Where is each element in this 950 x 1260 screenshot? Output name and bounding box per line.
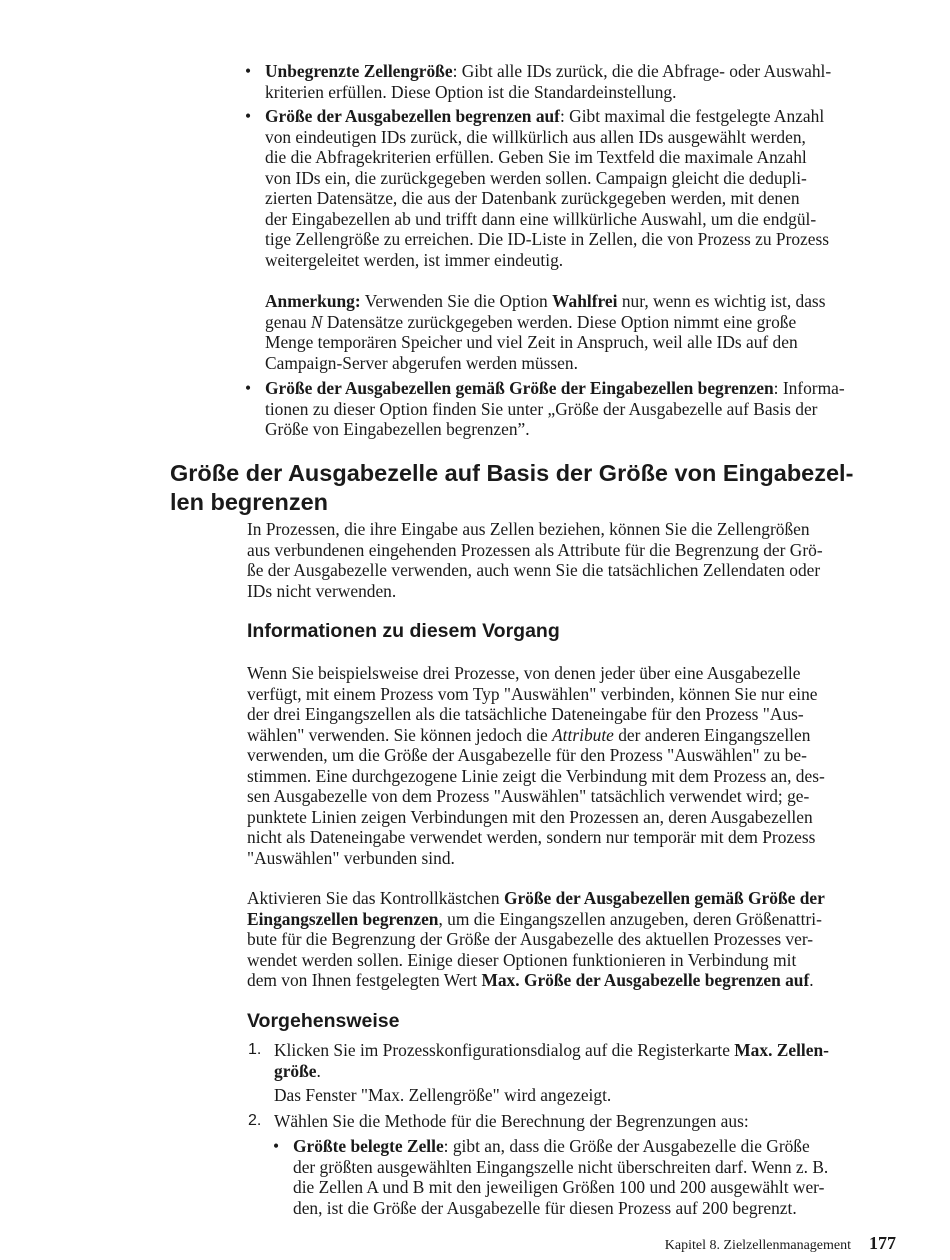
paragraph-text: Aktivieren Sie das Kontrollkästchen <box>247 888 504 908</box>
step-text: . <box>316 1060 321 1081</box>
bullet-term: Größte belegte Zelle <box>293 1136 444 1156</box>
bullet-text: zierten Datensätze, die aus der Datenbank zurückgegeben werden, mit denen <box>265 188 800 208</box>
paragraph-line: wendet werden sollen. Einige dieser Optionen funktionieren in Verbindung mit <box>247 949 797 970</box>
info-paragraph-2 <box>247 888 907 991</box>
note-text: nur, wenn es wichtig ist, dass <box>617 291 826 311</box>
step-text: Klicken Sie im Prozesskonfigurationsdialog auf die Registerkarte <box>274 1040 735 1060</box>
bullet-text: von IDs ein, die zurückgegeben werden sollen. Campaign gleicht die dedupli- <box>265 167 807 188</box>
bullet-text: der größten ausgewählten Eingangszelle nicht überschreiten darf. Wenn z. B. <box>293 1156 829 1177</box>
note-block <box>265 291 905 373</box>
paragraph-line: nicht als Dateneingabe verwendet werden, sondern nur temporär mit dem Prozess <box>247 827 816 847</box>
paragraph-line: verwenden, um die Größe der Ausgabezelle für den Prozess "Auswählen" zu be- <box>247 745 807 765</box>
note-text: Campaign-Server abgerufen werden müssen. <box>265 352 578 373</box>
step-result: Das Fenster "Max. Zellengröße" wird angezeigt. <box>274 1085 612 1105</box>
bullet-text: : Informa- <box>773 378 845 398</box>
procedure-step-2 <box>248 1111 909 1132</box>
note-label: Anmerkung: <box>265 291 361 311</box>
note-emphasis: Wahlfrei <box>552 291 618 311</box>
step-emphasis: größe <box>274 1060 317 1081</box>
bullet-term: Größe der Ausgabezellen begrenzen auf <box>265 106 560 126</box>
step-emphasis: Max. Zellen- <box>734 1040 829 1060</box>
paragraph-italic: Attribute <box>552 724 614 745</box>
paragraph-line: In Prozessen, die ihre Eingabe aus Zellen beziehen, können Sie die Zellengrößen <box>247 519 810 539</box>
note-text: genau <box>265 311 311 332</box>
paragraph-line: Wenn Sie beispielsweise drei Prozesse, von denen jeder über eine Ausgabezelle <box>247 663 801 683</box>
intro-bullet-list <box>245 61 905 270</box>
step-number: 1. <box>248 1041 262 1058</box>
page-footer <box>600 1233 896 1254</box>
paragraph-line: aus verbundenen eingehenden Prozessen als Attribute für die Begrenzung der Grö- <box>247 539 823 560</box>
paragraph-line: "Auswählen" verbunden sind. <box>247 847 455 868</box>
bullet-marker: • <box>245 106 252 126</box>
note-italic: N <box>310 311 323 332</box>
info-paragraph-1 <box>247 663 907 868</box>
bullet-text: Größe von Eingabezellen begrenzen”. <box>265 419 530 439</box>
bullet-marker: • <box>273 1136 280 1156</box>
bullet-term: Größe der Ausgabezellen gemäß Größe der Eingabezellen begrenzen <box>265 378 774 398</box>
bullet-text: die Zellen A und B mit den jeweiligen Größen 100 und 200 ausgewählt wer- <box>293 1177 825 1197</box>
bullet-limit-by-input <box>245 378 905 440</box>
bullet-text: die die Abfragekriterien erfüllen. Geben Sie im Textfeld die maximale Anzahl <box>265 147 807 167</box>
procedure-heading-text: Vorgehensweise <box>247 1010 400 1032</box>
bullet-text: weitergeleitet werden, ist immer eindeutig. <box>265 249 564 270</box>
note-text: Verwenden Sie die Option <box>360 291 553 311</box>
bullet-text: den, ist die Größe der Ausgabezelle für diesen Prozess auf 200 begrenzt. <box>293 1197 797 1218</box>
bullet-marker: • <box>245 61 252 81</box>
procedure-step-1 <box>248 1040 909 1106</box>
procedure-heading <box>247 1009 399 1033</box>
paragraph-line: punktete Linien zeigen Verbindungen mit den Prozessen an, deren Ausgabezellen <box>247 806 813 827</box>
paragraph-text: , um die Eingangszellen anzugeben, deren Größenattri- <box>438 908 822 929</box>
section-intro <box>247 519 907 601</box>
step-number: 2. <box>248 1112 262 1129</box>
paragraph-line: der drei Eingangszellen als die tatsächliche Dateneingabe für den Prozess "Aus- <box>247 704 804 724</box>
bullet-term: Unbegrenzte Zellengröße <box>265 61 453 81</box>
paragraph-text: . <box>809 970 814 990</box>
paragraph-text: wählen" verwenden. Sie können jedoch die <box>247 724 553 745</box>
paragraph-line: stimmen. Eine durchgezogene Linie zeigt die Verbindung mit dem Prozess an, des- <box>247 765 825 786</box>
step-text: Wählen Sie die Methode für die Berechnung der Begrenzungen aus: <box>274 1111 749 1131</box>
info-heading <box>247 619 560 643</box>
paragraph-line: sen Ausgabezelle von dem Prozess "Auswählen" tatsächlich verwendet wird; ge- <box>247 786 810 806</box>
paragraph-line: IDs nicht verwenden. <box>247 580 397 601</box>
bullet-unlimited-size <box>245 61 905 102</box>
bullet-text: von eindeutigen IDs zurück, die willkürlich aus allen IDs ausgewählt werden, <box>265 126 806 147</box>
bullet-text: tige Zellengröße zu erreichen. Die ID-Liste in Zellen, die von Prozess zu Prozess <box>265 229 830 249</box>
paragraph-text: dem von Ihnen festgelegten Wert <box>247 970 482 990</box>
bullet-text: : Gibt alle IDs zurück, die die Abfrage- oder Auswahl- <box>452 61 832 81</box>
bullet-text: der Eingabezellen ab und trifft dann eine willkürliche Auswahl, um die endgül- <box>265 208 817 229</box>
paragraph-text: der anderen Eingangszellen <box>613 724 811 745</box>
page-number: 177 <box>869 1233 896 1253</box>
paragraph-emphasis: Eingangszellen begrenzen <box>247 908 439 929</box>
bullet-text: tionen zu dieser Option finden Sie unter „Größe der Ausgabezelle auf Basis der <box>265 398 818 419</box>
note-text: Datensätze zurückgegeben werden. Diese Option nimmt eine große <box>322 311 797 332</box>
section-heading-line: Größe der Ausgabezelle auf Basis der Größe von Eingabezel- <box>170 460 854 486</box>
note-text: Menge temporären Speicher und viel Zeit in Anspruch, weil alle IDs auf den <box>265 332 798 352</box>
footer-chapter: Kapitel 8. Zielzellenmanagement <box>664 1238 851 1253</box>
bullet-text: kriterien erfüllen. Diese Option ist die Standardeinstellung. <box>265 81 677 102</box>
paragraph-line: ße der Ausgabezelle verwenden, auch wenn Sie die tatsächlichen Zellendaten oder <box>247 560 821 580</box>
bullet-text: : gibt an, dass die Größe der Ausgabezelle die Größe <box>443 1136 810 1156</box>
bullet-limit-output-size <box>245 106 905 270</box>
section-heading-line: len begrenzen <box>170 489 329 515</box>
paragraph-emphasis: Max. Größe der Ausgabezelle begrenzen auf <box>481 970 810 990</box>
bullet-text: : Gibt maximal die festgelegte Anzahl <box>559 106 825 126</box>
paragraph-line: bute für die Begrenzung der Größe der Ausgabezelle des aktuellen Prozesses ver- <box>247 929 814 949</box>
sub-bullet-largest-cell <box>273 1136 908 1218</box>
info-heading-text: Informationen zu diesem Vorgang <box>247 620 560 642</box>
paragraph-emphasis: Größe der Ausgabezellen gemäß Größe der <box>503 888 825 908</box>
section-heading <box>170 459 910 517</box>
paragraph-line: verfügt, mit einem Prozess vom Typ "Auswählen" verbinden, können Sie nur eine <box>247 683 818 704</box>
bullet-marker: • <box>245 378 252 398</box>
